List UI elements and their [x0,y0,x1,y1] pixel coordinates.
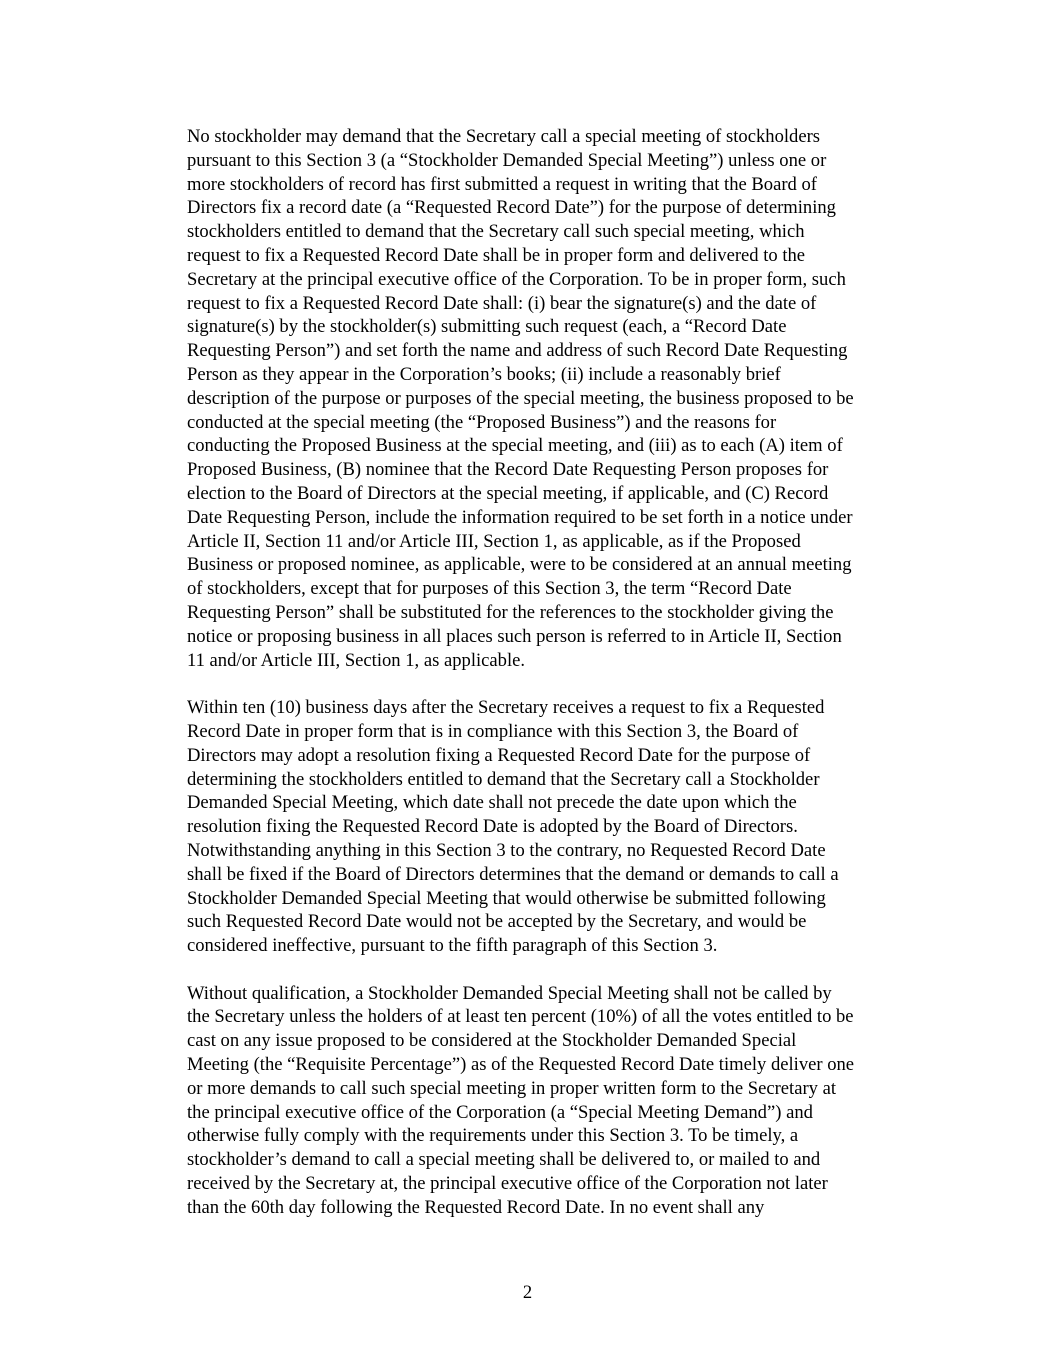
text-line: or more demands to call such special meeting in proper written form to the Secretary at [187,1077,837,1099]
paragraph-1 [187,125,947,672]
text-line: the principal executive office of the Corporation (a “Special Meeting Demand”) and [187,1101,813,1123]
text-line: Without qualification, a Stockholder Demanded Special Meeting shall not be called by [187,982,832,1004]
text-line: Directors fix a record date (a “Requested Record Date”) for the purpose of determining [187,197,836,219]
text-line: Notwithstanding anything in this Section 3 to the contrary, no Requested Record Date [187,839,826,861]
text-line: stockholders entitled to demand that the Secretary call such special meeting, which [187,221,805,243]
paragraph-spacer [187,958,947,982]
text-line: cast on any issue proposed to be considered at the Stockholder Demanded Special [187,1030,797,1052]
text-line: Within ten (10) business days after the Secretary receives a request to fix a Requested [187,697,825,719]
text-line: otherwise fully comply with the requirements under this Section 3. To be timely, a [187,1125,799,1147]
text-line: more stockholders of record has first submitted a request in writing that the Board of [187,173,817,195]
text-line: Meeting (the “Requisite Percentage”) as of the Requested Record Date timely deliver one [187,1054,855,1076]
text-line: Directors may adopt a resolution fixing a Requested Record Date for the purpose of [187,744,811,766]
paragraph-2 [187,696,947,958]
text-line: Date Requesting Person, include the information required to be set forth in a notice under [187,506,853,528]
text-line: of stockholders, except that for purposes of this Section 3, the term “Record Date [187,578,792,600]
page-number: 2 [522,1282,533,1303]
text-line: such Requested Record Date would not be accepted by the Secretary, and would be [187,911,807,933]
text-line: conducted at the special meeting (the “Proposed Business”) and the reasons for [187,411,777,433]
text-line: Demanded Special Meeting, which date shall not precede the date upon which the [187,792,797,814]
text-line: conducting the Proposed Business at the special meeting, and (iii) as to each (A) item of [187,435,843,457]
text-line: Stockholder Demanded Special Meeting that would otherwise be submitted following [187,887,826,909]
text-line: Proposed Business, (B) nominee that the Record Date Requesting Person proposes for [187,459,829,481]
text-line: 11 and/or Article III, Section 1, as applicable. [187,649,526,671]
text-line: Requesting Person” shall be substituted for the references to the stockholder giving the [187,601,834,623]
text-line: description of the purpose or purposes of the special meeting, the business proposed to be [187,387,854,409]
text-line: notice or proposing business in all places such person is referred to in Article II, Section [187,625,842,647]
paragraph-3 [187,982,947,1220]
text-line: No stockholder may demand that the Secretary call a special meeting of stockholders [187,126,821,147]
text-line: Article II, Section 11 and/or Article III, Section 1, as applicable, as if the Proposed [187,530,801,552]
text-line: election to the Board of Directors at the special meeting, if applicable, and (C) Record [187,482,829,504]
text-line: Business or proposed nominee, as applicable, were to be considered at an annual meeting [187,554,852,576]
text-line: stockholder’s demand to call a special meeting shall be delivered to, or mailed to and [187,1149,821,1171]
text-line: request to fix a Requested Record Date shall: (i) bear the signature(s) and the date of [187,292,817,314]
text-line: than the 60th day following the Requested Record Date. In no event shall any [187,1196,765,1218]
text-line: considered ineffective, pursuant to the fifth paragraph of this Section 3. [187,935,718,957]
text-line: the Secretary unless the holders of at least ten percent (10%) of all the votes entitled to be [187,1006,854,1028]
text-line: determining the stockholders entitled to demand that the Secretary call a Stockholder [187,768,820,790]
text-line: Record Date in proper form that is in compliance with this Section 3, the Board of [187,720,799,742]
text-line: request to fix a Requested Record Date shall be in proper form and delivered to the [187,244,806,266]
text-line: Requesting Person”) and set forth the name and address of such Record Date Requesting [187,340,848,362]
text-line: pursuant to this Section 3 (a “Stockholder Demanded Special Meeting”) unless one or [187,149,827,171]
text-line: Person as they appear in the Corporation’s books; (ii) include a reasonably brief [187,363,781,385]
text-line: shall be fixed if the Board of Directors determines that the demand or demands to call a [187,863,839,885]
document-body [187,125,947,1220]
text-line: resolution fixing the Requested Record Date is adopted by the Board of Directors. [187,816,798,838]
text-line: Secretary at the principal executive office of the Corporation. To be in proper form, such [187,268,846,290]
text-line: signature(s) by the stockholder(s) submitting such request (each, a “Record Date [187,316,787,338]
paragraph-spacer [187,672,947,696]
text-line: received by the Secretary at, the principal executive office of the Corporation not later [187,1173,828,1195]
